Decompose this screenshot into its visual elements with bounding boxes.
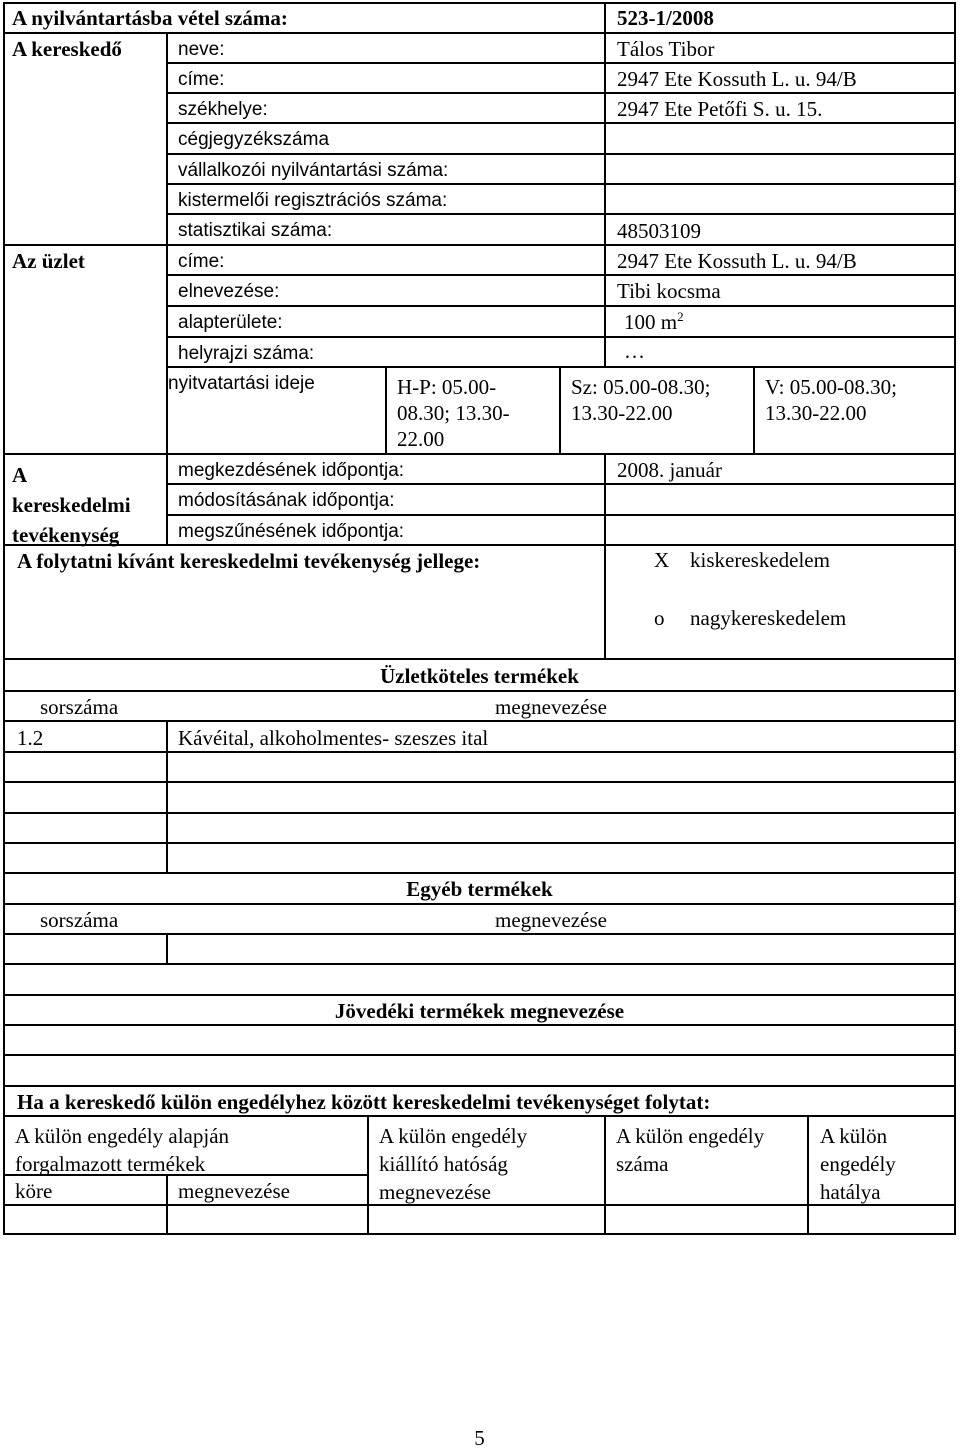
trader-seat-label: székhelye: bbox=[178, 99, 268, 120]
trader-stat-label: statisztikai száma: bbox=[178, 220, 333, 241]
row-divider bbox=[3, 453, 956, 455]
row-divider bbox=[166, 122, 956, 124]
row-divider bbox=[166, 183, 956, 185]
row-divider bbox=[166, 92, 956, 94]
excise-products-title: Jövedéki termékek megnevezése bbox=[334, 999, 625, 1023]
row-divider bbox=[3, 658, 956, 660]
col-divider bbox=[604, 1115, 606, 1235]
shop-lot-label: helyrajzi száma: bbox=[178, 343, 315, 364]
trader-section-label: A kereskedő bbox=[12, 37, 122, 61]
row-divider bbox=[3, 842, 956, 844]
row-divider bbox=[3, 963, 956, 965]
trader-seat-value: 2947 Ete Petőfi S. u. 15. bbox=[617, 97, 823, 121]
row-divider bbox=[3, 751, 956, 753]
shop-hours-saturday: Sz: 05.00-08.30; 13.30-22.00 bbox=[571, 375, 711, 425]
shop-area-label: alapterülete: bbox=[178, 312, 283, 333]
trader-stat-value: 48503109 bbox=[617, 219, 701, 243]
col-divider bbox=[385, 366, 387, 454]
other-products-title: Egyéb termékek bbox=[406, 877, 553, 901]
activity-end-label: megszűnésének időpontja: bbox=[178, 521, 405, 542]
table-border-top bbox=[3, 2, 956, 4]
row-divider bbox=[3, 781, 956, 783]
nature-label: A folytatni kívánt kereskedelmi tevékenység jellege: bbox=[17, 549, 481, 573]
col-divider bbox=[166, 720, 168, 873]
col-divider bbox=[604, 2, 606, 367]
row-divider bbox=[166, 213, 956, 215]
activity-modify-label: módosításának időpontja: bbox=[178, 490, 395, 511]
trader-producer-reg-label: kistermelői regisztrációs száma: bbox=[178, 190, 448, 211]
row-divider bbox=[166, 336, 956, 338]
wholesale-checkbox-mark[interactable]: o bbox=[654, 606, 665, 630]
shop-address-label: címe: bbox=[178, 251, 225, 272]
trader-entrepreneur-reg-label: vállalkozói nyilvántartási száma: bbox=[178, 160, 449, 181]
license-col-authority: A külön engedély kiállító hatóság megnevezése bbox=[379, 1124, 528, 1204]
col-divider bbox=[807, 1115, 809, 1235]
shop-hours-label: nyitvatartási ideje bbox=[168, 373, 315, 394]
row-divider bbox=[166, 153, 956, 155]
row-divider bbox=[3, 903, 956, 905]
trader-company-reg-label: cégjegyzékszáma bbox=[178, 129, 330, 150]
row-divider bbox=[3, 1115, 956, 1117]
trader-address-value: 2947 Ete Kossuth L. u. 94/B bbox=[617, 67, 857, 91]
other-products-col-no: sorszáma bbox=[40, 908, 119, 932]
activity-start-value: 2008. január bbox=[617, 458, 722, 482]
col-divider bbox=[166, 933, 168, 964]
row-divider bbox=[3, 720, 956, 722]
row-divider bbox=[3, 544, 956, 546]
shop-address-value: 2947 Ete Kossuth L. u. 94/B bbox=[617, 249, 857, 273]
shop-products-col-no: sorszáma bbox=[40, 695, 119, 719]
shop-products-title: Üzletköteles termékek bbox=[380, 664, 579, 688]
row-divider bbox=[166, 62, 956, 64]
row-divider bbox=[166, 305, 956, 307]
row-divider bbox=[3, 812, 956, 814]
col-divider bbox=[559, 366, 561, 454]
page-number: 5 bbox=[474, 1426, 485, 1450]
retail-option-label: kiskereskedelem bbox=[690, 548, 830, 572]
registration-label: A nyilvántartásba vétel száma: bbox=[12, 6, 288, 30]
license-col-validity: A külön engedély hatálya bbox=[820, 1124, 896, 1204]
trader-address-label: címe: bbox=[178, 69, 225, 90]
row-divider bbox=[166, 274, 956, 276]
col-divider bbox=[753, 366, 755, 454]
license-col-scope: köre bbox=[15, 1179, 53, 1203]
shop-hours-weekday: H-P: 05.00- 08.30; 13.30- 22.00 bbox=[397, 375, 510, 451]
row-divider bbox=[166, 366, 956, 368]
row-divider bbox=[3, 1085, 956, 1087]
col-divider bbox=[604, 453, 606, 658]
col-divider bbox=[166, 1174, 168, 1234]
shop-section-label: Az üzlet bbox=[12, 249, 85, 273]
row-divider bbox=[166, 514, 956, 516]
shop-products-col-name: megnevezése bbox=[495, 695, 607, 719]
shop-name-label: elnevezése: bbox=[178, 281, 280, 302]
row-divider bbox=[166, 483, 956, 485]
activity-section-label: A kereskedelmi tevékenység bbox=[12, 463, 131, 547]
table-border-right bbox=[954, 2, 956, 1235]
wholesale-option-label: nagykereskedelem bbox=[690, 606, 847, 630]
row-divider bbox=[3, 32, 956, 34]
shop-area-value: 100 $m^2$ bbox=[624, 309, 684, 334]
license-col-products: A külön engedély alapján forgalmazott termékek bbox=[15, 1124, 230, 1176]
row-divider bbox=[3, 994, 956, 996]
shop-product-row-name: Kávéital, alkoholmentes- szeszes ital bbox=[178, 726, 489, 750]
row-divider bbox=[3, 872, 956, 874]
row-divider bbox=[3, 1054, 956, 1056]
table-border-left bbox=[3, 2, 5, 1235]
registration-value: 523-1/2008 bbox=[617, 6, 714, 30]
shop-hours-sunday: V: 05.00-08.30; 13.30-22.00 bbox=[765, 375, 898, 425]
row-divider bbox=[3, 690, 956, 692]
row-divider bbox=[3, 244, 956, 246]
row-divider bbox=[3, 1024, 956, 1026]
activity-start-label: megkezdésének időpontja: bbox=[178, 460, 405, 481]
retail-checkbox-mark[interactable]: X bbox=[654, 548, 670, 572]
col-divider bbox=[166, 32, 168, 544]
col-divider bbox=[367, 1115, 369, 1235]
shop-product-row-no: 1.2 bbox=[17, 726, 44, 750]
license-title: Ha a kereskedő külön engedélyhez között kereskedelmi tevékenységet folytat: bbox=[17, 1090, 711, 1114]
trader-name-label: neve: bbox=[178, 39, 225, 60]
trader-name-value: Tálos Tibor bbox=[617, 37, 715, 61]
license-col-product-name: megnevezése bbox=[178, 1179, 290, 1203]
license-col-number: A külön engedély száma bbox=[616, 1124, 765, 1176]
other-products-col-name: megnevezése bbox=[495, 908, 607, 932]
shop-name-value: Tibi kocsma bbox=[617, 279, 721, 303]
shop-lot-value: … bbox=[624, 339, 645, 363]
table-border-bottom bbox=[3, 1233, 956, 1235]
row-divider bbox=[3, 933, 956, 935]
